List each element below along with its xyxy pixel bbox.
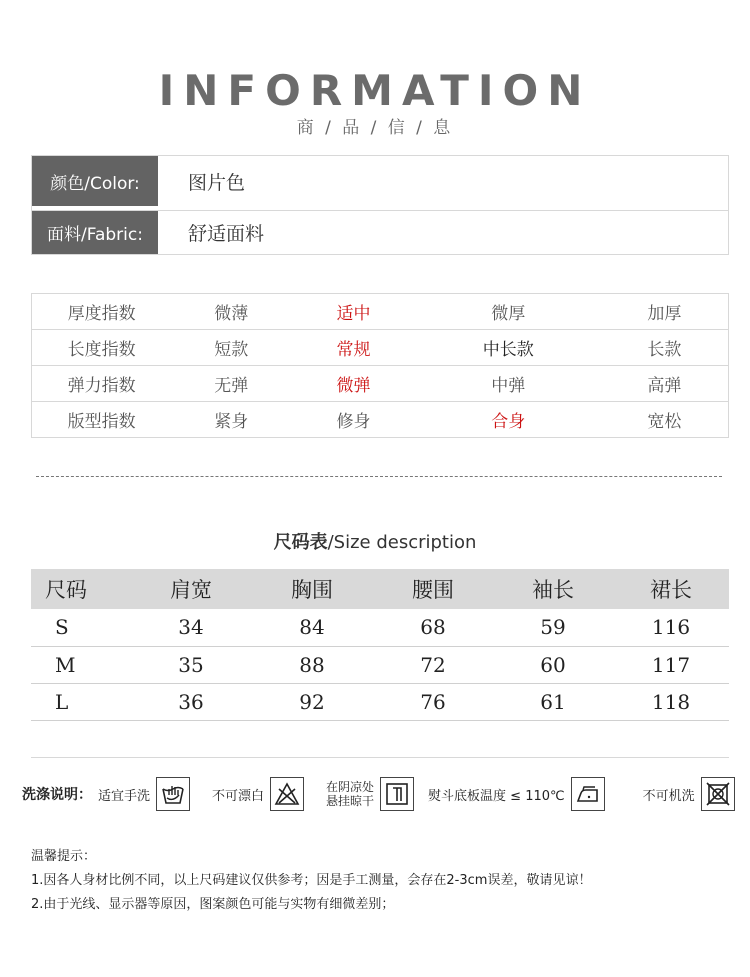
size-chart-title-rest: /Size description xyxy=(327,532,477,553)
size-cell: 92 xyxy=(251,683,373,720)
index-option: 紧身 xyxy=(171,402,291,438)
size-cell: 60 xyxy=(493,646,613,683)
index-option: 适中 xyxy=(336,304,371,324)
size-cell: 88 xyxy=(251,646,373,683)
divider xyxy=(31,757,729,758)
size-row xyxy=(31,609,729,646)
no-machine-wash-label: 不可机洗 xyxy=(642,788,695,804)
attribute-row-color xyxy=(32,156,728,206)
index-label: 版型指数 xyxy=(32,402,172,438)
index-option: 修身 xyxy=(291,402,416,438)
page-subtitle: 商 / 品 / 信 / 息 xyxy=(296,118,454,138)
index-option: 高弹 xyxy=(601,366,729,402)
index-row xyxy=(32,294,729,330)
hand-wash-icon xyxy=(156,777,190,811)
attribute-value: 舒适面料 xyxy=(188,223,265,245)
line-dry-icon xyxy=(380,777,414,811)
size-header-cell: 尺码 xyxy=(31,569,131,609)
index-label: 厚度指数 xyxy=(67,304,136,324)
index-option: 宽松 xyxy=(601,402,729,438)
size-header-cell: 腰围 xyxy=(373,569,493,609)
care-instructions xyxy=(22,776,735,812)
iron-icon xyxy=(571,777,605,811)
size-chart-title xyxy=(0,528,750,554)
index-option: 短款 xyxy=(171,330,291,366)
index-row xyxy=(32,330,729,366)
index-option: 微弹 xyxy=(291,366,416,402)
index-label: 弹力指数 xyxy=(32,366,172,402)
care-label: 洗涤说明： xyxy=(22,787,92,803)
hand-wash-label: 适宜手洗 xyxy=(98,788,151,804)
size-cell: 76 xyxy=(373,683,493,720)
index-row xyxy=(32,402,729,438)
tips-line-2: 2.由于光线、显示器等原因，图案颜色可能与实物有细微差别； xyxy=(31,897,395,912)
size-cell: 118 xyxy=(613,683,729,720)
index-option: 无弹 xyxy=(171,366,291,402)
size-cell: 117 xyxy=(613,646,729,683)
size-cell: 68 xyxy=(373,609,493,646)
index-option: 微薄 xyxy=(214,304,249,324)
index-option: 中弹 xyxy=(416,366,601,402)
size-cell: 36 xyxy=(131,683,251,720)
no-bleach-icon xyxy=(270,777,304,811)
tips-line-1: 1.因各人身材比例不同，以上尺码建议仅供参考；因是手工测量，会存在2-3cm误差，敬请见谅！ xyxy=(31,873,592,888)
size-table xyxy=(31,569,729,721)
size-cell: M xyxy=(31,646,131,683)
index-table xyxy=(31,293,729,438)
index-option: 常规 xyxy=(291,330,416,366)
size-cell: S xyxy=(31,609,131,646)
size-header-cell: 胸围 xyxy=(251,569,373,609)
size-cell: L xyxy=(31,683,131,720)
size-row xyxy=(31,646,729,683)
attribute-key: 颜色/Color: xyxy=(32,156,158,206)
attribute-value: 图片色 xyxy=(188,171,246,194)
size-row xyxy=(31,683,729,720)
size-header-cell: 肩宽 xyxy=(131,569,251,609)
index-option: 微厚 xyxy=(491,304,526,324)
size-cell: 84 xyxy=(251,609,373,646)
tips-heading: 温馨提示： xyxy=(31,849,97,864)
size-header-cell: 裙长 xyxy=(613,569,729,609)
attribute-key: 面料/Fabric: xyxy=(32,211,158,254)
size-cell: 34 xyxy=(131,609,251,646)
iron-label: 熨斗底板温度 ≤ 110℃ xyxy=(428,788,565,804)
no-machine-wash-icon xyxy=(701,777,735,811)
size-chart-title-bold: 尺码表 xyxy=(273,532,328,553)
line-dry-label-2: 悬挂晾干 xyxy=(326,794,375,808)
attribute-table xyxy=(31,155,729,255)
index-option: 加厚 xyxy=(647,304,682,324)
size-cell: 72 xyxy=(373,646,493,683)
index-row xyxy=(32,366,729,402)
tips xyxy=(31,845,591,917)
size-cell: 35 xyxy=(131,646,251,683)
size-table-header xyxy=(31,569,729,609)
attribute-row-fabric xyxy=(32,210,728,254)
size-header-cell: 袖长 xyxy=(493,569,613,609)
page-title: INFORMATION xyxy=(158,66,592,115)
index-option: 长款 xyxy=(601,330,729,366)
index-option: 中长款 xyxy=(416,330,601,366)
no-bleach-label: 不可漂白 xyxy=(212,788,265,804)
line-dry-label xyxy=(326,780,374,808)
dashed-divider xyxy=(36,476,722,477)
size-cell: 116 xyxy=(613,609,729,646)
index-label: 长度指数 xyxy=(32,330,172,366)
size-cell: 59 xyxy=(493,609,613,646)
line-dry-label-1: 在阴凉处 xyxy=(326,780,375,794)
size-cell: 61 xyxy=(493,683,613,720)
index-option: 合身 xyxy=(416,402,601,438)
